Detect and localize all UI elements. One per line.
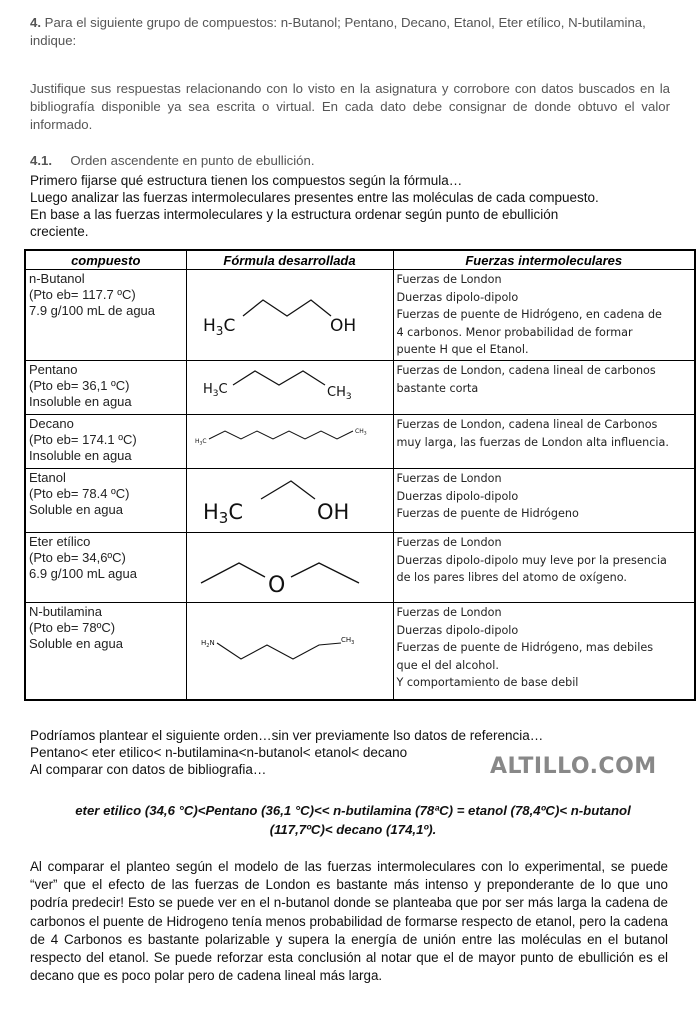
- table-row: [25, 469, 695, 533]
- svg-text:CH3: $CH_3$: [354, 428, 367, 437]
- forces-cell: [393, 361, 695, 415]
- compound-boiling-point: (Pto eb= 174.1 ºC): [29, 432, 137, 447]
- compound-solubility: Soluble en agua: [29, 636, 123, 651]
- table-row: [25, 603, 695, 700]
- force-item: Fuerzas de puente de Hidrógeno, mas debiles: [396, 641, 654, 654]
- formula-cell: [186, 603, 393, 700]
- force-item: puente H que el Etanol.: [396, 343, 529, 356]
- forces-cell: [393, 270, 695, 361]
- ether-structure: [187, 533, 392, 601]
- svg-text:H2N: $H_2N$: [200, 639, 215, 649]
- compound-cell: [25, 270, 186, 361]
- compound-cell: [25, 469, 186, 533]
- force-item: muy larga, las fuerzas de London alta influencia.: [396, 435, 669, 449]
- question-number: 4.: [30, 15, 41, 30]
- force-item: Duerzas dipolo-dipolo: [396, 290, 519, 304]
- svg-text:OH: OH: [329, 316, 356, 336]
- forces-cell: [393, 533, 695, 603]
- svg-text:CH3: $CH_3$: [340, 636, 354, 646]
- subquestion-number: 4.1.: [30, 153, 52, 168]
- subquestion-text: Orden ascendente en punto de ebullición.: [70, 153, 315, 168]
- formula-cell: [186, 270, 393, 361]
- instruction-line: creciente.: [30, 224, 89, 239]
- instruction-line: En base a las fuerzas intermoleculares y la estructura ordenar según punto de ebullición: [30, 207, 559, 222]
- proposed-order-line: Pentano< eter etilico< n-butilamina<n-butanol< etanol< decano: [30, 745, 408, 760]
- force-item: Y comportamiento de base debil: [396, 676, 579, 689]
- instruction-block: [30, 172, 690, 240]
- force-item: Fuerzas de London, cadena lineal de carbonos: [396, 364, 656, 377]
- compound-solubility: 7.9 g/100 mL de agua: [29, 303, 156, 318]
- butanol-structure: [187, 270, 392, 358]
- compound-boiling-point: (Pto eb= 34,6ºC): [29, 550, 126, 565]
- force-item: Duerzas dipolo-dipolo: [396, 623, 519, 637]
- compound-boiling-point: (Pto eb= 36,1 ºC): [29, 378, 130, 393]
- force-item: Fuerzas de London: [396, 536, 502, 549]
- svg-text:H3C: $H_3C$: [202, 316, 235, 338]
- compounds-table: [24, 249, 696, 701]
- force-item: Duerzas dipolo-dipolo: [396, 489, 519, 503]
- force-item: Fuerzas de London: [396, 273, 502, 286]
- instruction-line: Primero fijarse qué estructura tienen los compuestos según la fórmula…: [30, 173, 463, 188]
- ethanol-structure: [187, 469, 392, 531]
- experimental-order: eter etilico (34,6 °C)<Pentano (36,1 °C)<< n-butilamina (78ªC) = etanol (78,4ºC)< n-butanol (117,7ºC)< decano (174,1º).: [75, 803, 631, 837]
- svg-text:H3C: $H_3C$: [202, 382, 228, 399]
- conclusion-paragraph: Al comparar el planteo según el modelo de las fuerzas intermoleculares con lo experimental, se puede “ver” que el efecto de las fuerzas de London es bastante más intenso y preponderante de lo que uno podría predecir! Esto se puede ver en el n-butanol donde se planteaba que por ser más larga la cadena de carbonos el puente de Hidrogeno tenía menos probabilidad de formarse respecto de etanol, pero la cadena de 4 Carbonos es bastante polarizable y supera la energía de unión entre las moléculas en el butanol respecto del etanol. Se puede reforzar esta conclusión al notar que el de mayor punto de ebullición es el decano que es poco polar pero de cadena lineal más larga.: [30, 859, 668, 984]
- proposed-order-block: [30, 727, 543, 778]
- compound-name: Eter etílico: [29, 534, 91, 549]
- proposed-order-line: Podríamos plantear el siguiente orden…sin ver previamente lso datos de referencia…: [30, 728, 544, 743]
- compound-cell: [25, 533, 186, 603]
- table-row: [25, 270, 695, 361]
- svg-text:OH: OH: [316, 500, 349, 524]
- formula-cell: [186, 533, 393, 603]
- compound-name: Pentano: [29, 362, 78, 377]
- compound-name: n-Butanol: [29, 271, 85, 286]
- compound-cell: [25, 415, 186, 469]
- header-formula: Fórmula desarrollada: [186, 250, 393, 270]
- compound-cell: [25, 361, 186, 415]
- table-row: [25, 533, 695, 603]
- forces-cell: [393, 415, 695, 469]
- force-item: Fuerzas de London: [396, 472, 502, 485]
- svg-text:CH3: $CH_3$: [326, 385, 352, 402]
- question-text: Para el siguiente grupo de compuestos: n-Butanol; Pentano, Decano, Etanol, Eter etílico, N-butilamina, indique:: [30, 15, 646, 48]
- forces-cell: [393, 469, 695, 533]
- compound-name: Etanol: [29, 470, 66, 485]
- header-forces: Fuerzas intermoleculares: [393, 250, 695, 270]
- svg-text:O: O: [267, 573, 285, 598]
- force-item: bastante corta: [396, 381, 479, 395]
- force-item: que el del alcohol.: [396, 658, 499, 672]
- compound-solubility: Insoluble en agua: [29, 394, 132, 409]
- force-item: de los pares libres del atomo de oxígeno.: [396, 571, 627, 584]
- svg-text:H3C: H3C: [202, 500, 243, 527]
- table-header-row: [25, 250, 695, 270]
- compound-name: N-butilamina: [29, 604, 102, 619]
- formula-cell: [186, 415, 393, 469]
- formula-cell: [186, 469, 393, 533]
- justify-paragraph: Justifique sus respuestas relacionando con lo visto en la asignatura y corrobore con datos buscados en la bibliografía disponible ya sea escrita o virtual. En cada dato debe consignar de donde obtuvo el valor informado.: [30, 81, 670, 132]
- pentane-structure: [187, 361, 392, 413]
- compound-name: Decano: [29, 416, 74, 431]
- table-row: [25, 415, 695, 469]
- svg-text:H3C: $H_3C$: [194, 438, 207, 447]
- formula-cell: [186, 361, 393, 415]
- altillo-watermark: ALTILLO.COM: [490, 754, 657, 779]
- force-item: 4 carbonos. Menor probabilidad de formar: [396, 325, 633, 339]
- compound-solubility: 6.9 g/100 mL agua: [29, 566, 137, 581]
- compound-solubility: Soluble en agua: [29, 502, 123, 517]
- force-item: Fuerzas de London, cadena lineal de Carbonos: [396, 418, 658, 431]
- force-item: Duerzas dipolo-dipolo muy leve por la presencia: [396, 553, 667, 567]
- compound-boiling-point: (Pto eb= 78ºC): [29, 620, 116, 635]
- proposed-order-line: Al comparar con datos de bibliografia…: [30, 762, 267, 777]
- header-compound: compuesto: [25, 250, 186, 270]
- compound-cell: [25, 603, 186, 700]
- table-row: [25, 361, 695, 415]
- force-item: Fuerzas de puente de Hidrógeno: [396, 507, 579, 520]
- question-4: [30, 14, 670, 50]
- force-item: Fuerzas de London: [396, 606, 502, 619]
- butylamine-structure: [187, 603, 392, 698]
- subquestion-4-1: [30, 152, 670, 170]
- instruction-line: Luego analizar las fuerzas intermoleculares presentes entre las moléculas de cada compuesto.: [30, 190, 599, 205]
- force-item: Fuerzas de puente de Hidrógeno, en cadena de: [396, 308, 662, 321]
- compound-solubility: Insoluble en agua: [29, 448, 132, 463]
- decane-structure: [187, 415, 392, 467]
- compound-boiling-point: (Pto eb= 78.4 ºC): [29, 486, 130, 501]
- compound-boiling-point: (Pto eb= 117.7 ºC): [29, 287, 136, 302]
- forces-cell: [393, 603, 695, 700]
